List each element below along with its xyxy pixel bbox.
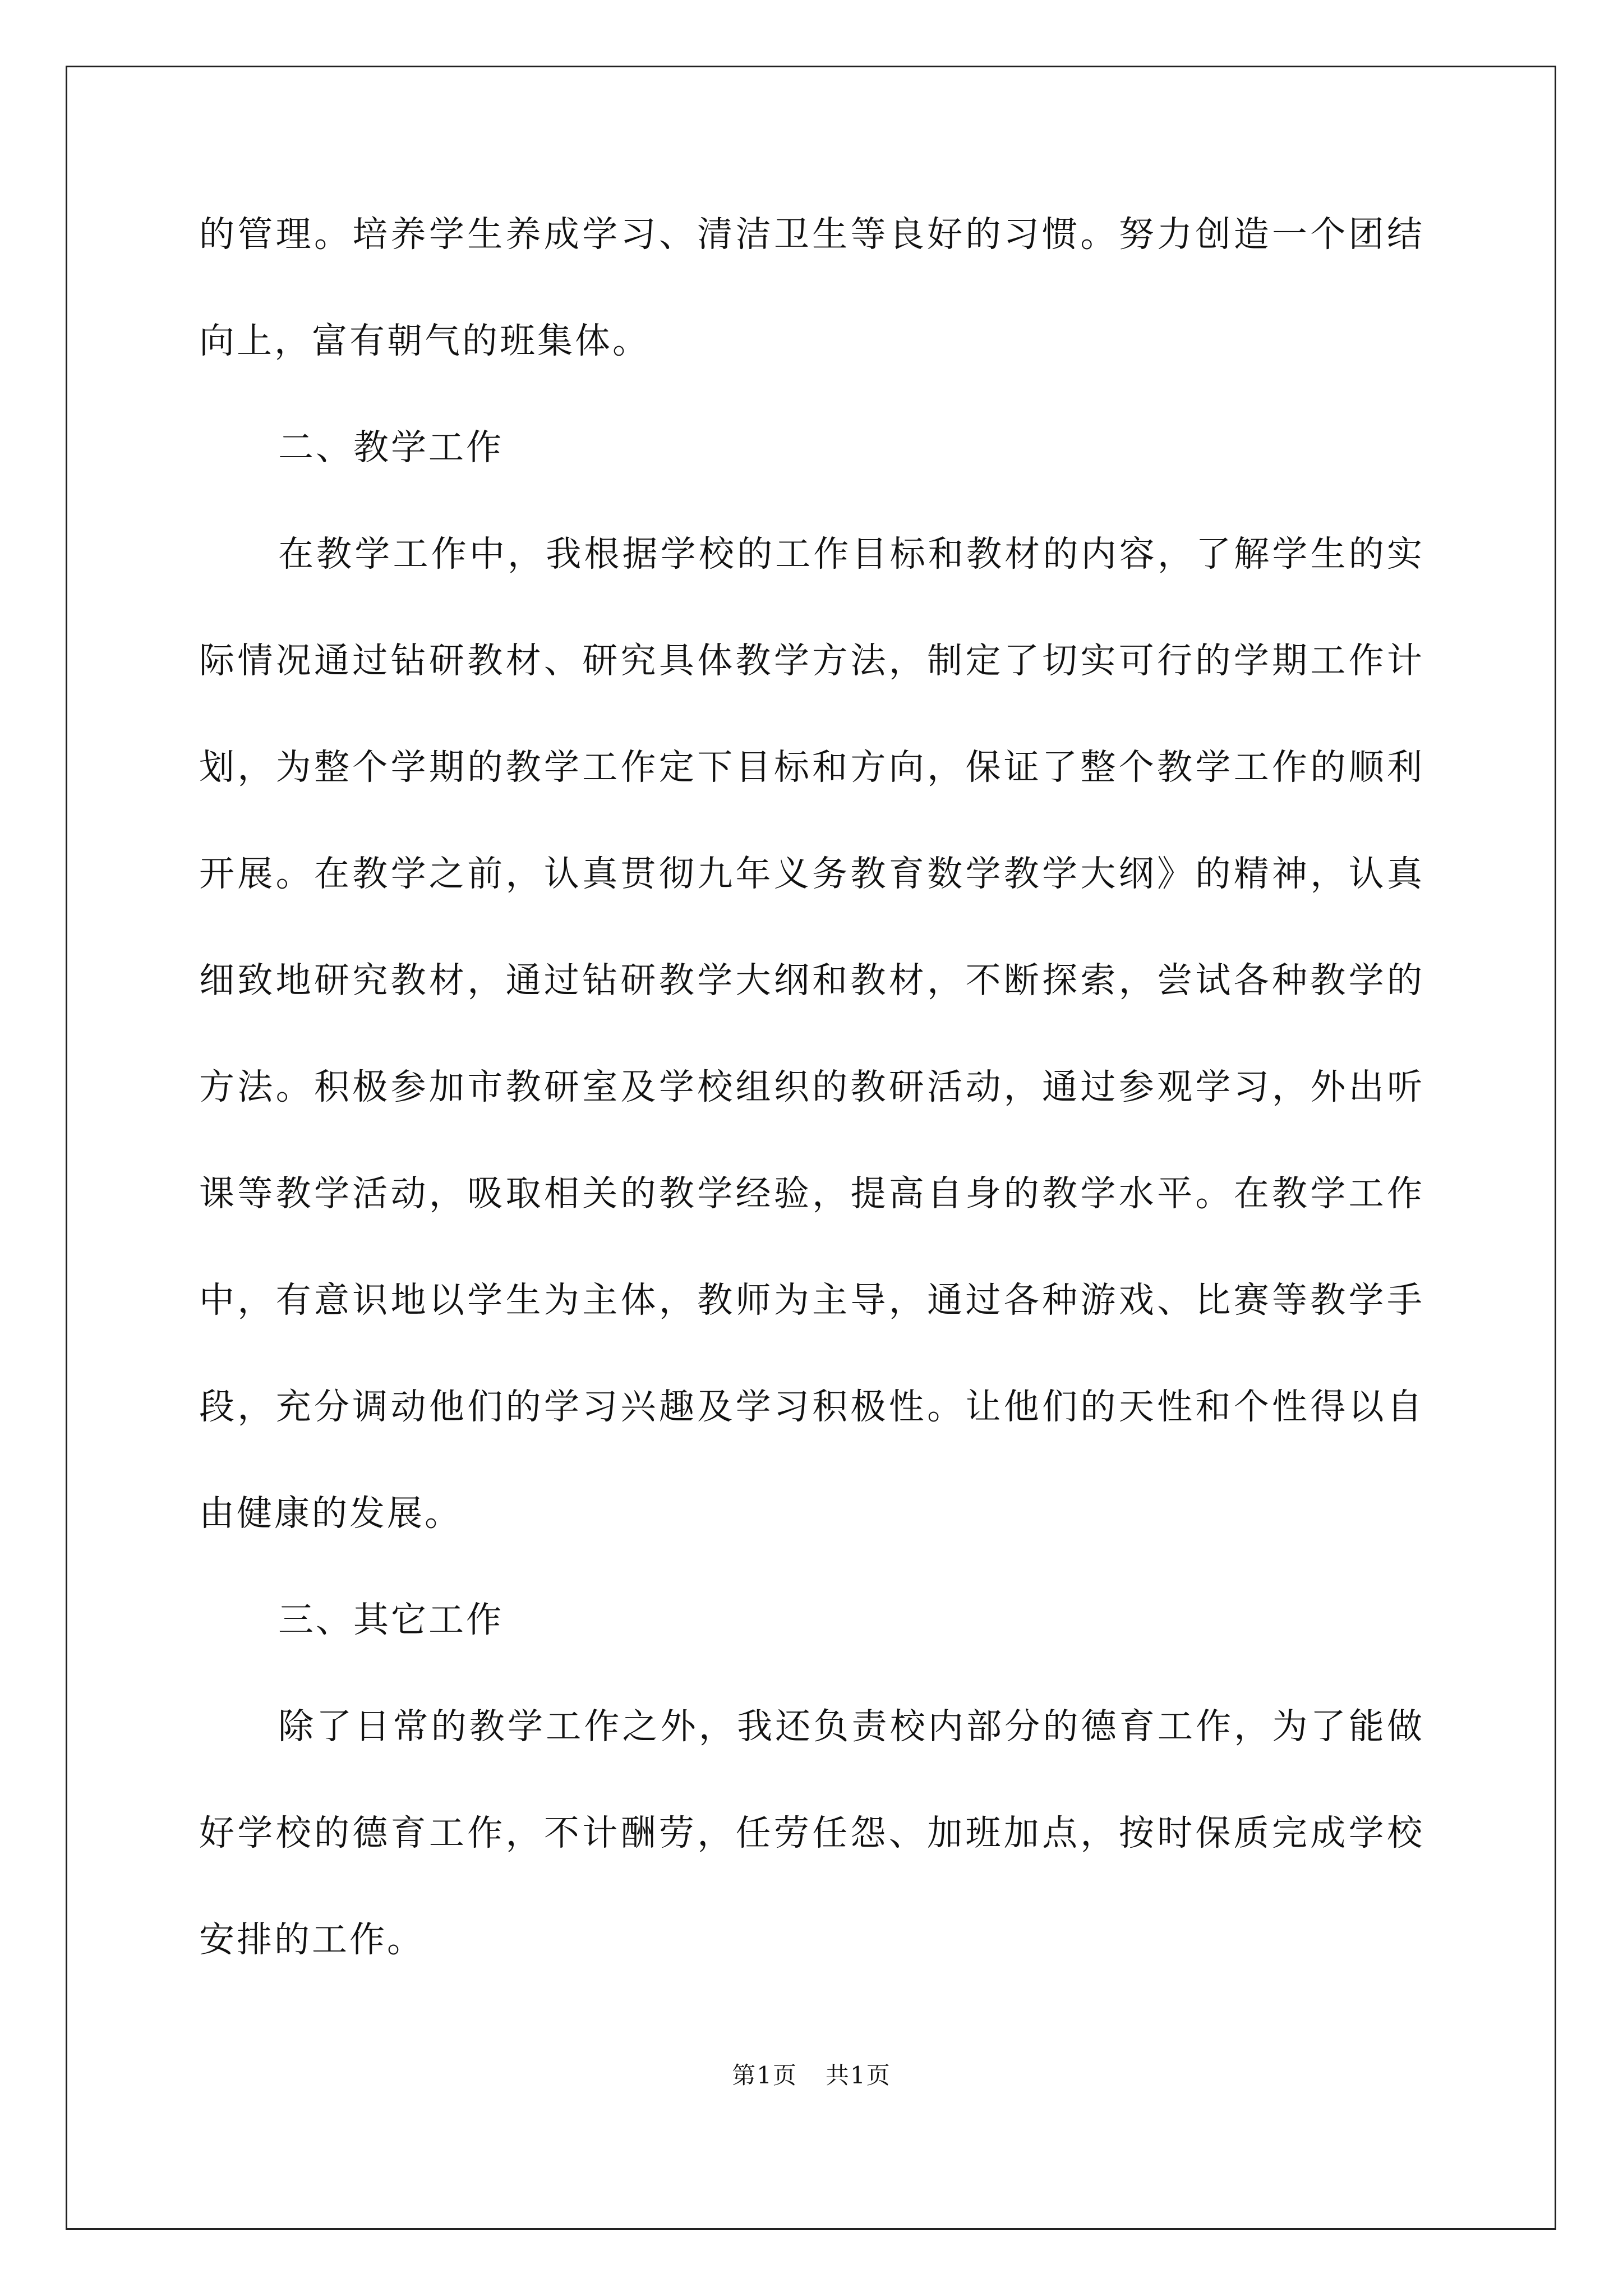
document-body	[199, 181, 1424, 1993]
page-number-total: 共1页	[826, 2062, 891, 2089]
heading-other-work: 三、其它工作	[278, 1599, 504, 1640]
paragraph-other-work: 除了日常的教学工作之外，我还负责校内部分的德育工作，为了能做好学校的德育工作，不计酬劳，任劳任怨、加班加点，按时保质完成学校安排的工作。	[199, 1706, 1424, 1960]
paragraph-class-management: 的管理。培养学生养成学习、清洁卫生等良好的习惯。努力创造一个团结向上，富有朝气的班集体。	[199, 214, 1424, 361]
paragraph-teaching-work: 在教学工作中，我根据学校的工作目标和教材的内容，了解学生的实际情况通过钻研教材、研究具体教学方法，制定了切实可行的学期工作计划，为整个学期的教学工作定下目标和方向，保证了整个教学工作的顺利开展。在教学之前，认真贯彻九年义务教育数学教学大纲》的精神，认真细致地研究教材，通过钻研教学大纲和教材，不断探索，尝试各种教学的方法。积极参加市教研室及学校组织的教研活动，通过参观学习，外出听课等教学活动，吸取相关的教学经验，提高自身的教学水平。在教学工作中，有意识地以学生为主体，教师为主导，通过各种游戏、比赛等教学手段，充分调动他们的学习兴趣及学习积极性。让他们的天性和个性得以自由健康的发展。	[199, 533, 1424, 1534]
page-number-current: 第1页	[732, 2062, 797, 2089]
heading-teaching-work: 二、教学工作	[278, 427, 504, 468]
page-footer	[0, 2059, 1623, 2092]
